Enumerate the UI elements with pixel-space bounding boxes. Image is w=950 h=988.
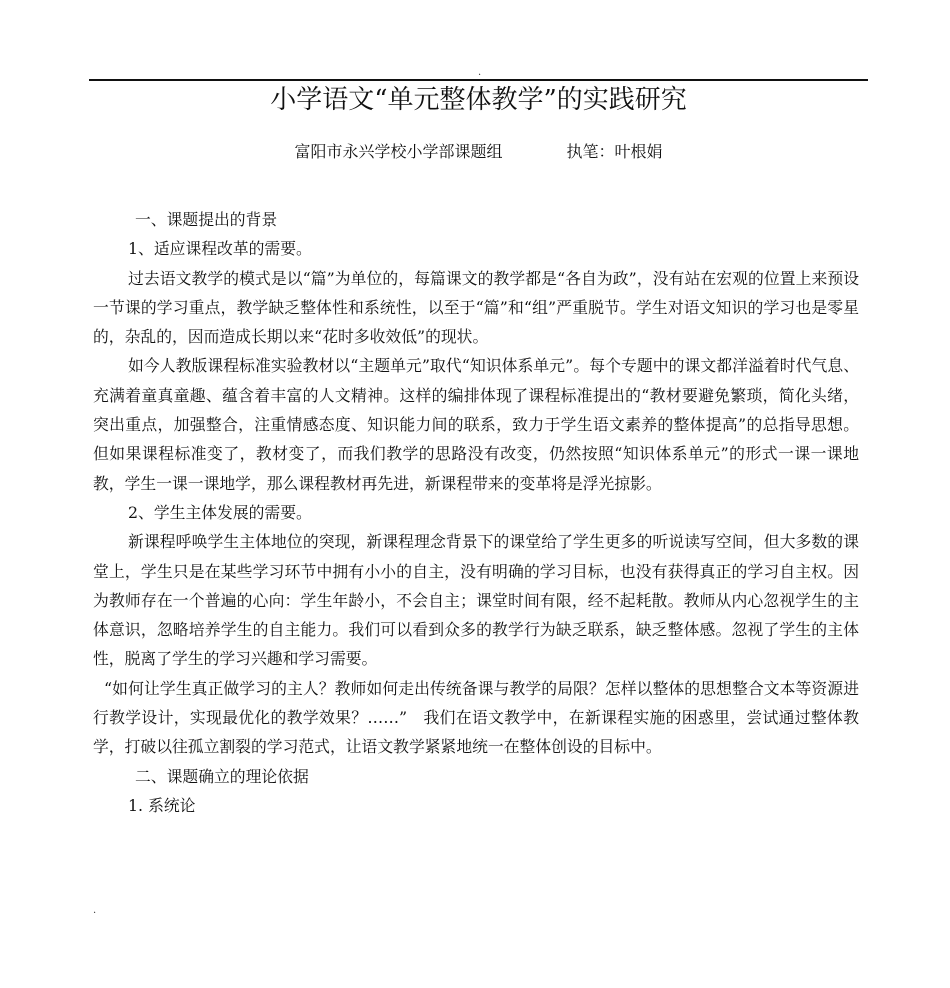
byline	[89, 140, 868, 164]
section-heading-theory: 二、课题确立的理论依据	[135, 766, 309, 786]
document-title: 小学语文“单元整体教学”的实践研究	[270, 85, 687, 115]
section-heading-background: 一、课题提出的背景	[135, 210, 278, 229]
paragraph: 过去语文教学的模式是以“篇”为单位的，每篇课文的教学都是“各自为政”，没有站在宏观的位置上来预设一节课的学习重点，教学缺乏整体性和系统性，以至于“篇”和“组”严重脱节。学生对语文知识的学习也是零星的，杂乱的，因而造成长期以来“花时多收效低”的现状。	[93, 268, 859, 347]
paragraph: 新课程呼唤学生主体地位的突现，新课程理念背景下的课堂给了学生更多的听说读写空间，但大多数的课堂上，学生只是在某些学习环节中拥有小小的自主，没有明确的学习目标，也没有获得真正的学习自主权。因为教师存在一个普遍的心向：学生年龄小，不会自主；课堂时间有限，经不起耗散。教师从内心忽视学生的主体意识，忽略培养学生的自主能力。我们可以看到众多的教学行为缺乏联系，缺乏整体感。忽视了学生的主体性，脱离了学生的学习兴趣和学习需要。	[93, 532, 859, 669]
document-body	[93, 205, 859, 820]
subheading-curriculum-reform: 1、适应课程改革的需要。	[128, 239, 312, 259]
footer-dot: .	[93, 905, 97, 916]
subheading-systems-theory: 1. 系统论	[128, 795, 196, 815]
byline-author: 执笔：叶根娟	[566, 142, 663, 161]
subheading-student-development: 2、学生主体发展的需要。	[128, 502, 312, 522]
header-rule	[89, 79, 868, 81]
paragraph: “如何让学生真正做学习的主人？教师如何走出传统备课与教学的局限？怎样以整体的思想整合文本等资源进行教学设计，实现最优化的教学效果？……” 我们在语文教学中，在新课程实施的困惑里，尝试通过整体教学，打破以往孤立割裂的学习范式，让语文教学紧紧地统一在整体创设的目标中。	[93, 678, 859, 757]
header-dot: .	[478, 67, 482, 78]
byline-group: 富阳市永兴学校小学部课题组	[294, 142, 503, 161]
paragraph: 如今人教版课程标准实验教材以“主题单元”取代“知识体系单元”。每个专题中的课文都洋溢着时代气息、充满着童真童趣、蕴含着丰富的人文精神。这样的编排体现了课程标准提出的“教材要避免繁琐，简化头绪，突出重点，加强整合，注重情感态度、知识能力间的联系，致力于学生语文素养的整体提高”的总指导思想。但如果课程标准变了，教材变了，而我们教学的思路没有改变，仍然按照“知识体系单元”的形式一课一课地教，学生一课一课地学，那么课程教材再先进，新课程带来的变革将是浮光掠影。	[93, 356, 859, 493]
